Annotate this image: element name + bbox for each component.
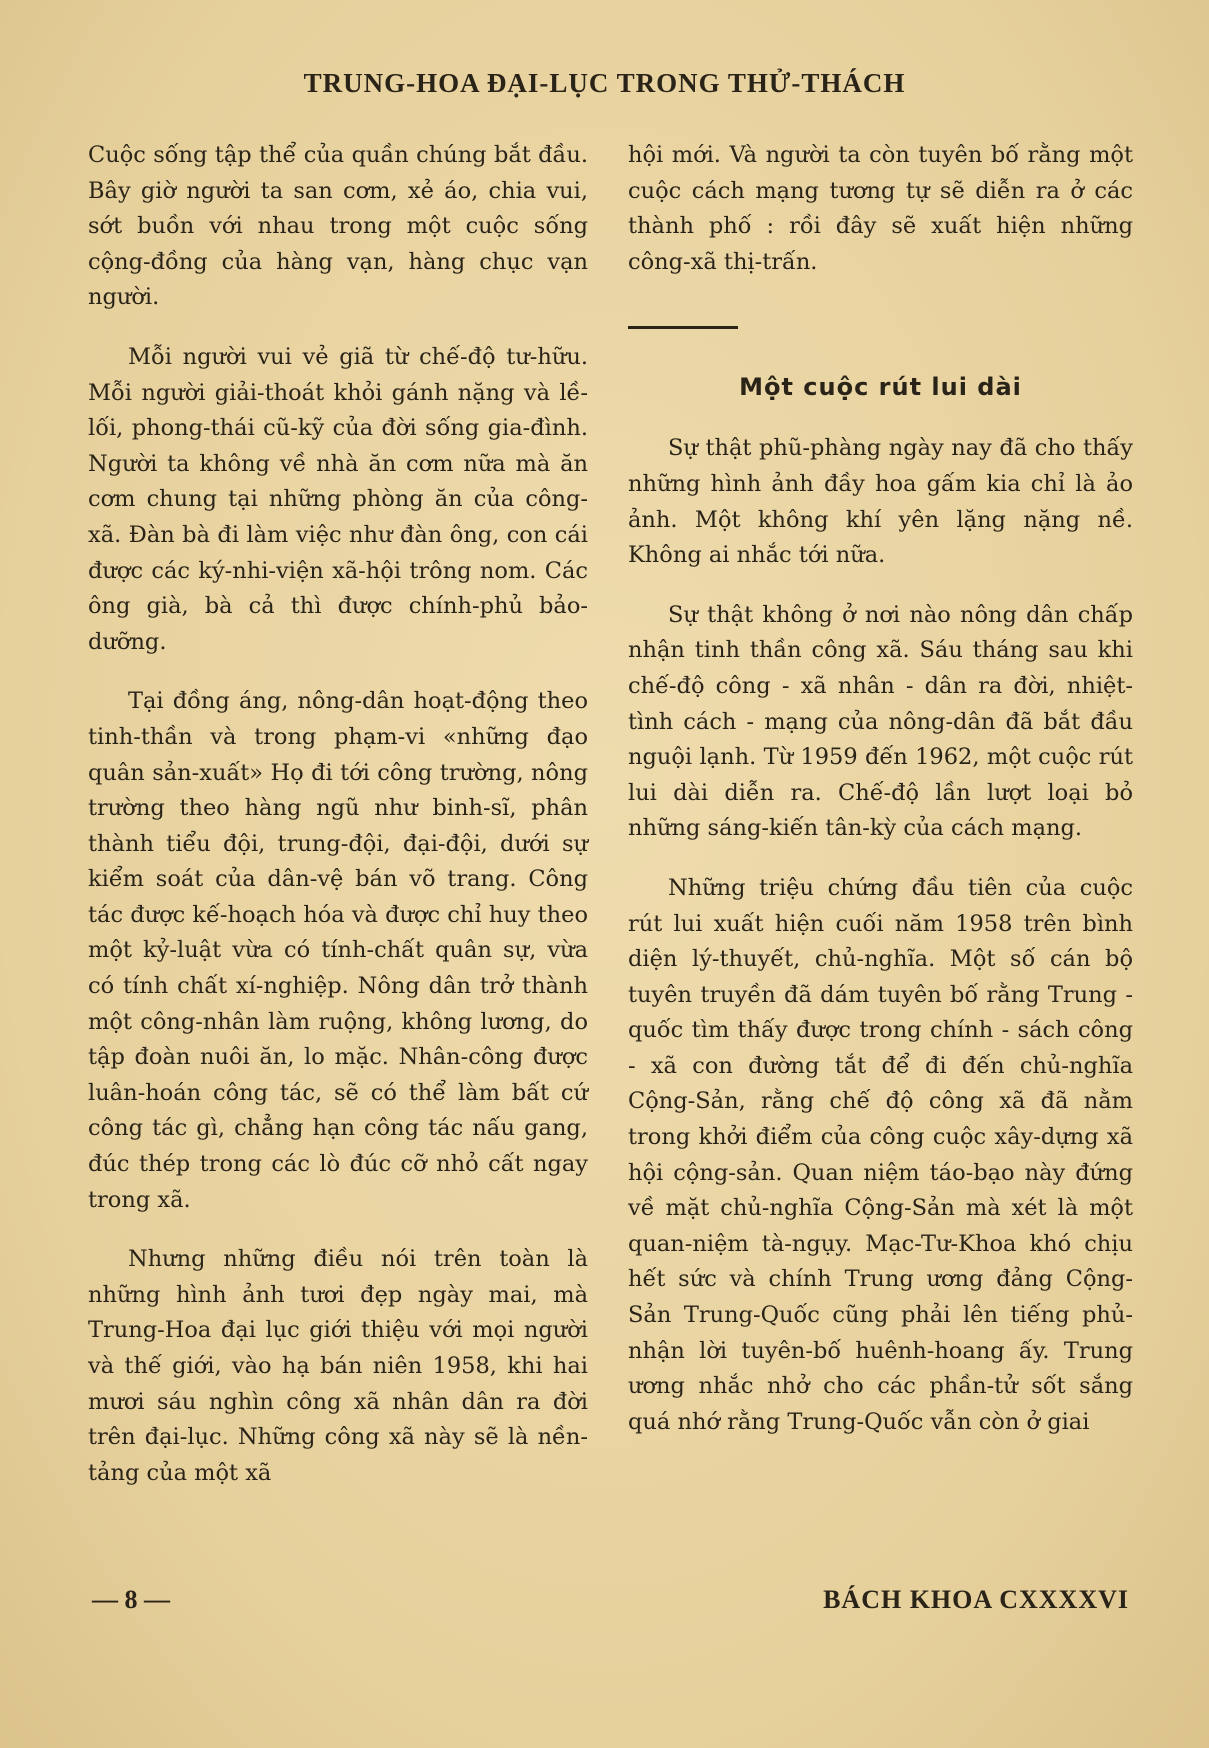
paragraph: Những triệu chứng đầu tiên của cuộc rút lui xuất hiện cuối năm 1958 trên bình diện lý-thuyết, chủ-nghĩa. Một số cán bộ tuyên truyền đã dám tuyên bố rằng Trung - quốc tìm thấy được trong chính - sách công - xã con đường tắt để đi đến chủ-nghĩa Cộng-Sản, rằng chế độ công xã đã nằm trong khởi điểm của công cuộc xây-dựng xã hội cộng-sản. Quan niệm táo-bạo này đứng về mặt chủ-nghĩa Cộng-Sản mà xét là một quan-niệm tà-ngụy. Mạc-Tư-Khoa khó chịu hết sức và chính Trung ương đảng Cộng-Sản Trung-Quốc cũng phải lên tiếng phủ-nhận lời tuyên-bố huênh-hoang ấy. Trung ương nhắc nhở cho các phần-tử sốt sắng quá nhớ rằng Trung-Quốc vẫn còn ở giai <box>628 874 1133 1435</box>
paragraph: Nhưng những điều nói trên toàn là những hình ảnh tươi đẹp ngày mai, mà Trung-Hoa đại lục giới thiệu với mọi người và thế giới, vào hạ bán niên 1958, khi hai mươi sáu nghìn công xã nhân dân ra đời trên đại-lục. Những công xã này sẽ là nền-tảng của một xã <box>88 1246 588 1486</box>
paragraph: Tại đồng áng, nông-dân hoạt-động theo tinh-thần và trong phạm-vi «những đạo quân sản-xuất» Họ đi tới công trường, nông trường theo hàng ngũ như binh-sĩ, phân thành tiểu đội, trung-đội, đại-đội, dưới sự kiểm soát của dân-vệ bán võ trang. Công tác được kế-hoạch hóa và được chỉ huy theo một kỷ-luật vừa có tính-chất quân sự, vừa có tính chất xí-nghiệp. Nông dân trở thành một công-nhân làm ruộng, không lương, do tập đoàn nuôi ăn, lo mặc. Nhân-công được luân-hoán công tác, sẽ có thể làm bất cứ công tác gì, chẳng hạn công tác nấu gang, đúc thép trong các lò đúc cỡ nhỏ cất ngay trong xã. <box>88 688 588 1213</box>
section-divider <box>628 326 738 329</box>
left-column <box>88 138 588 1515</box>
paragraph: Sự thật không ở nơi nào nông dân chấp nhận tinh thần công xã. Sáu tháng sau khi chế-độ công - xã nhân - dân ra đời, nhiệt-tình cách - mạng của nông-dân đã bắt đầu nguội lạnh. Từ 1959 đến 1962, một cuộc rút lui dài diễn ra. Chế-độ lần lượt loại bỏ những sáng-kiến tân-kỳ của cách mạng. <box>628 601 1133 842</box>
paragraph: Mỗi người vui vẻ giã từ chế-độ tư-hữu. Mỗi người giải-thoát khỏi gánh nặng và lề-lối, phong-thái cũ-kỹ của đời sống gia-đình. Người ta không về nhà ăn cơm nữa mà ăn cơm chung tại những phòng ăn của công-xã. Đàn bà đi làm việc như đàn ông, con cái được các ký-nhi-viện xã-hội trông nom. Các ông già, bà cả thì được chính-phủ bảo-dưỡng. <box>88 343 588 655</box>
paragraph: Cuộc sống tập thể của quần chúng bắt đầu. Bây giờ người ta san cơm, xẻ áo, chia vui, sớt buồn với nhau trong một cuộc sống cộng-đồng của hàng vạn, hàng chục vạn người. <box>88 142 588 311</box>
publication-issue: BÁCH KHOA CXXXXVI <box>823 1585 1129 1614</box>
running-header: TRUNG-HOA ĐẠI-LỤC TRONG THỬ-THÁCH <box>303 68 906 98</box>
right-column <box>628 138 1133 1464</box>
paragraph: Sự thật phũ-phàng ngày nay đã cho thấy những hình ảnh đầy hoa gấm kia chỉ là ảo ảnh. Một không khí yên lặng nặng nề. Không ai nhắc tới nữa. <box>628 435 1133 569</box>
page-number: — 8 — <box>92 1585 170 1614</box>
section-title: Một cuộc rút lui dài <box>739 373 1022 402</box>
paragraph-continued: hội mới. Và người ta còn tuyên bố rằng một cuộc cách mạng tương tự sẽ diễn ra ở các thành phố : rồi đây sẽ xuất hiện những công-xã thị-trấn. <box>628 142 1133 275</box>
